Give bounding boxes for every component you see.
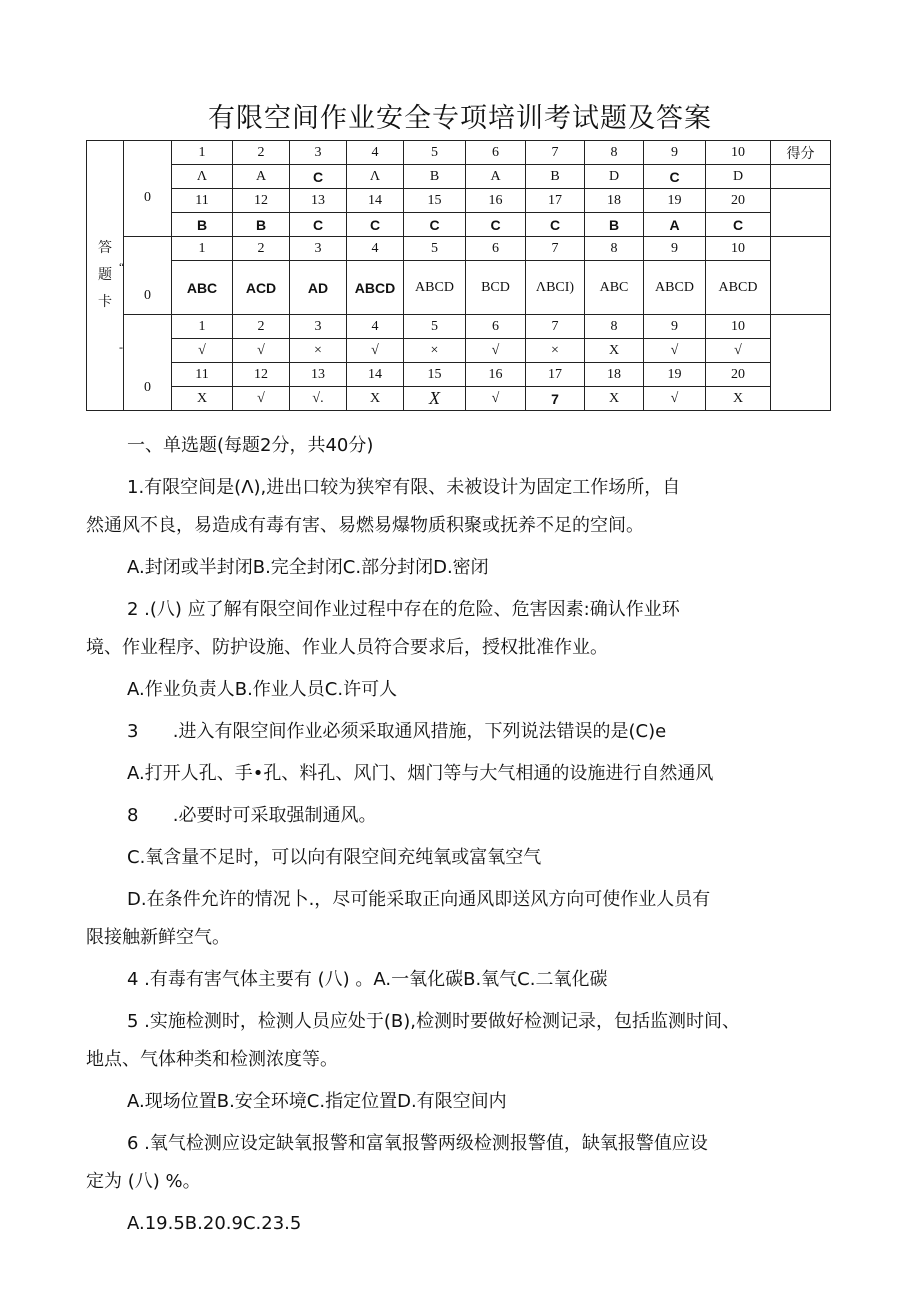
question-line: 2 .(八) 应了解有限空间作业过程中存在的危险、危害因素:确认作业环 — [127, 599, 680, 620]
answer-cell: ABC — [172, 261, 233, 315]
question-num: 14 — [347, 189, 404, 213]
option-line: A.19.5B.20.9C.23.5 — [127, 1213, 302, 1234]
answer-cell: B — [585, 213, 644, 237]
question-num: 11 — [172, 363, 233, 387]
question-num: 1 — [172, 141, 233, 165]
answer-cell: Λ — [172, 165, 233, 189]
question-num: 5 — [404, 315, 466, 339]
question-num: 18 — [585, 363, 644, 387]
answer-cell: ABCD — [644, 261, 706, 315]
question-num: 5 — [404, 141, 466, 165]
question-num: 9 — [644, 237, 706, 261]
answer-cell: X — [347, 387, 404, 411]
section-judge-num: - 0 — [124, 315, 172, 411]
option-line: A.作业负责人B.作业人员C.许可人 — [127, 679, 398, 700]
answer-cell: C — [404, 213, 466, 237]
answer-cell: √ — [347, 339, 404, 363]
answer-cell: ABCD — [706, 261, 771, 315]
answer-cell: √ — [233, 339, 290, 363]
question-num: 7 — [526, 237, 585, 261]
page-title: 有限空间作业安全专项培训考试题及答案 — [208, 103, 712, 134]
question-num: 13 — [290, 363, 347, 387]
question-line: 4 .有毒有害气体主要有 (八) 。A.一氧化碳B.氧气C.二氧化碳 — [127, 969, 608, 990]
answer-cell: √. — [290, 387, 347, 411]
question-line: 6 .氧气检测应设定缺氧报警和富氧报警两级检测报警值，缺氧报警值应设 — [127, 1133, 708, 1154]
answer-cell: C — [347, 213, 404, 237]
question-num: 20 — [706, 189, 771, 213]
answer-cell: D — [585, 165, 644, 189]
answer-cell: BCD — [466, 261, 526, 315]
side-char: 题 — [98, 267, 112, 283]
question-num: 2 — [233, 315, 290, 339]
question-num: 14 — [347, 363, 404, 387]
question-num: 19 — [644, 189, 706, 213]
answer-cell: √ — [466, 339, 526, 363]
question-num: 16 — [466, 189, 526, 213]
answer-cell: √ — [706, 339, 771, 363]
score-cell — [771, 237, 831, 315]
answer-cell: C — [290, 213, 347, 237]
section-multi-num: “ 0 — [124, 237, 172, 315]
option-line: 限接触新鲜空气。 — [86, 927, 230, 948]
question-num: 6 — [466, 141, 526, 165]
question-num: 11 — [172, 189, 233, 213]
answer-cell: B — [233, 213, 290, 237]
answer-cell: × — [404, 339, 466, 363]
answer-cell: ABC — [585, 261, 644, 315]
question-line: 1.有限空间是(Λ),进出口较为狭窄有限、未被设计为固定工作场所，自 — [127, 477, 681, 498]
question-num: 16 — [466, 363, 526, 387]
side-char: 答 — [98, 240, 112, 256]
answer-cell: √ — [644, 339, 706, 363]
question-num: 15 — [404, 189, 466, 213]
question-num: 9 — [644, 315, 706, 339]
question-num: 4 — [347, 237, 404, 261]
question-num: 4 — [347, 141, 404, 165]
question-line: 3 .进入有限空间作业必须采取通风措施，下列说法错误的是(C)e — [127, 721, 667, 742]
answer-cell: AD — [290, 261, 347, 315]
question-body — [86, 427, 846, 1243]
answer-cell: X — [404, 387, 466, 411]
question-num: 2 — [233, 237, 290, 261]
question-num: 10 — [706, 141, 771, 165]
question-num: 9 — [644, 141, 706, 165]
question-num: 6 — [466, 237, 526, 261]
answer-cell: ABCD — [347, 261, 404, 315]
score-label: 得分 — [771, 141, 831, 165]
question-num: 3 — [290, 315, 347, 339]
question-num: 8 — [585, 141, 644, 165]
answer-cell: √ — [644, 387, 706, 411]
question-num: 18 — [585, 189, 644, 213]
answer-cell: 7 — [526, 387, 585, 411]
section-heading: 一、单选题(每题2分，共40分) — [127, 435, 374, 456]
question-num: 1 — [172, 315, 233, 339]
question-num: 4 — [347, 315, 404, 339]
answer-cell: A — [233, 165, 290, 189]
question-num: 20 — [706, 363, 771, 387]
question-num: 10 — [706, 315, 771, 339]
question-num: 15 — [404, 363, 466, 387]
answer-cell: B — [526, 165, 585, 189]
answer-cell: X — [172, 387, 233, 411]
question-num: 10 — [706, 237, 771, 261]
option-line: A.打开人孔、手•孔、料孔、风门、烟门等与大气相通的设施进行自然通风 — [127, 763, 714, 784]
answer-card-side-label — [87, 141, 124, 411]
question-num: 13 — [290, 189, 347, 213]
score-cell — [771, 315, 831, 411]
answer-cell: ACD — [233, 261, 290, 315]
score-cell — [771, 189, 831, 237]
question-num: 3 — [290, 141, 347, 165]
question-num: 12 — [233, 363, 290, 387]
answer-cell: C — [526, 213, 585, 237]
answer-cell: C — [466, 213, 526, 237]
question-num: 5 — [404, 237, 466, 261]
answer-cell: ΛBCI) — [526, 261, 585, 315]
answer-cell: B — [404, 165, 466, 189]
answer-cell: × — [526, 339, 585, 363]
question-num: 7 — [526, 141, 585, 165]
answer-cell: √ — [466, 387, 526, 411]
answer-cell: Λ — [347, 165, 404, 189]
question-num: 8 — [585, 237, 644, 261]
answer-cell: A — [644, 213, 706, 237]
question-line: 境、作业程序、防护设施、作业人员符合要求后，授权批准作业。 — [86, 637, 608, 658]
question-num: 1 — [172, 237, 233, 261]
side-char: 卡 — [98, 294, 112, 310]
answer-cell: C — [706, 213, 771, 237]
answer-cell: C — [644, 165, 706, 189]
answer-cell: C — [290, 165, 347, 189]
question-num: 19 — [644, 363, 706, 387]
answer-cell: × — [290, 339, 347, 363]
answer-cell: A — [466, 165, 526, 189]
answer-cell: √ — [172, 339, 233, 363]
score-cell — [771, 165, 831, 189]
question-num: 8 — [585, 315, 644, 339]
option-line: C.氧含量不足时，可以向有限空间充纯氧或富氧空气 — [127, 847, 542, 868]
answer-cell: X — [585, 339, 644, 363]
question-line: 5 .实施检测时，检测人员应处于(B),检测时要做好检测记录，包括监测时间、 — [127, 1011, 741, 1032]
answer-cell: X — [585, 387, 644, 411]
section-single-num: 0 — [124, 141, 172, 237]
answer-cell: ABCD — [404, 261, 466, 315]
answer-cell: X — [706, 387, 771, 411]
option-line: D.在条件允许的情况卜.，尽可能采取正向通风即送风方向可使作业人员有 — [127, 889, 711, 910]
question-num: 17 — [526, 363, 585, 387]
option-line: A.封闭或半封闭B.完全封闭C.部分封闭D.密闭 — [127, 557, 489, 578]
question-num: 3 — [290, 237, 347, 261]
answer-cell: B — [172, 213, 233, 237]
question-num: 2 — [233, 141, 290, 165]
question-num: 17 — [526, 189, 585, 213]
question-line: 地点、气体种类和检测浓度等。 — [86, 1049, 338, 1070]
answer-cell: √ — [233, 387, 290, 411]
question-line: 定为 (八) %。 — [86, 1171, 201, 1192]
option-line: 8 .必要时可采取强制通风。 — [127, 805, 377, 826]
question-num: 7 — [526, 315, 585, 339]
question-num: 12 — [233, 189, 290, 213]
question-line: 然通风不良，易造成有毒有害、易燃易爆物质积聚或抚养不足的空间。 — [86, 515, 644, 536]
option-line: A.现场位置B.安全环境C.指定位置D.有限空间内 — [127, 1091, 507, 1112]
answer-card-table — [86, 140, 831, 411]
question-num: 6 — [466, 315, 526, 339]
answer-cell: D — [706, 165, 771, 189]
